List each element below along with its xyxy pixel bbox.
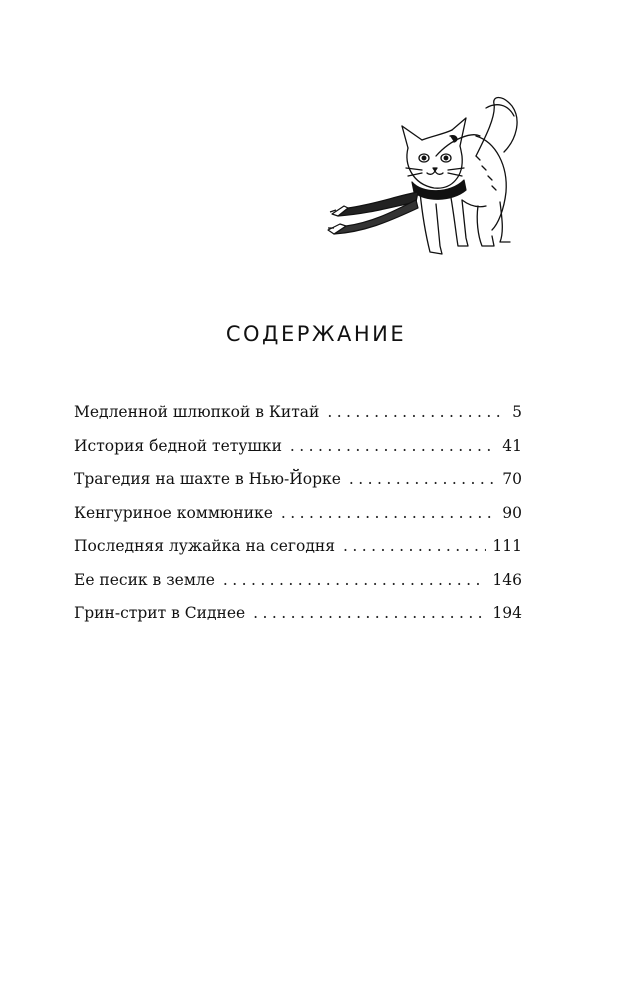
toc-entry-page: 70	[502, 470, 522, 488]
toc-entry[interactable]	[74, 603, 522, 637]
toc-entry-title: История бедной тетушки	[74, 436, 282, 455]
toc-entry[interactable]	[74, 436, 522, 470]
contents-heading: СОДЕРЖАНИЕ	[225, 322, 407, 346]
toc-entry[interactable]	[74, 402, 522, 436]
toc-entry-title: Последняя лужайка на сегодня	[74, 537, 336, 555]
toc-leader-dots	[290, 436, 496, 456]
toc-entry[interactable]	[74, 570, 522, 604]
toc-entry-title: Грин-стрит в Сиднее	[74, 604, 246, 622]
toc-entry-title: Трагедия на шахте в Нью-Йорке	[74, 470, 341, 488]
toc-entry-title: Ее песик в земле	[74, 570, 215, 589]
toc-entry-page: 90	[502, 503, 522, 522]
toc-entry-page: 146	[492, 570, 522, 589]
toc-leader-dots	[253, 603, 486, 623]
cat-illustration	[326, 96, 526, 266]
toc-entry-title: Медленной шлюпкой в Китай	[74, 403, 320, 421]
toc-entry-page: 111	[492, 537, 522, 555]
toc-leader-dots	[343, 536, 486, 556]
toc-leader-dots	[281, 503, 496, 523]
toc-leader-dots	[327, 402, 506, 422]
toc-entry-page: 5	[512, 403, 522, 421]
toc-entry-title: Кенгуриное коммюнике	[74, 503, 273, 522]
toc-entry[interactable]	[74, 503, 522, 537]
toc-leader-dots	[223, 570, 487, 590]
toc-entry[interactable]	[74, 536, 522, 570]
toc-entry[interactable]	[74, 469, 522, 503]
toc-leader-dots	[349, 469, 496, 489]
toc-entry-page: 41	[502, 436, 522, 455]
table-of-contents	[74, 402, 522, 637]
toc-entry-page: 194	[492, 604, 522, 622]
